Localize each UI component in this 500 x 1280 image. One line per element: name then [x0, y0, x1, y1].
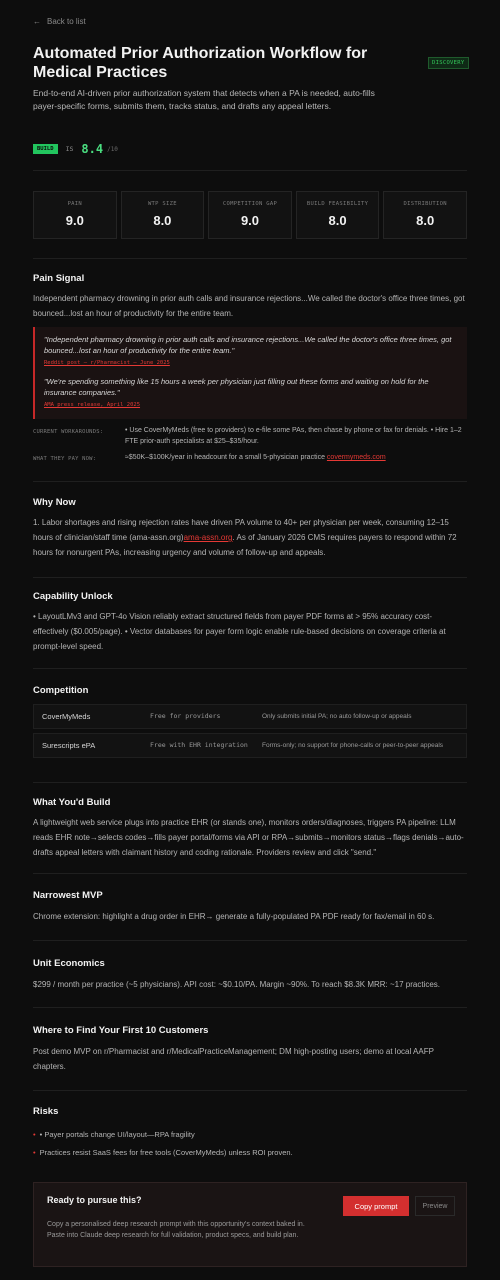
metrics-row: [33, 191, 467, 239]
divider: [33, 577, 467, 578]
pay-label: WHAT THEY PAY NOW:: [33, 456, 97, 462]
competitor-price: Free for providers: [150, 712, 221, 720]
divider: [33, 258, 467, 259]
divider: [33, 668, 467, 669]
divider: [33, 1090, 467, 1091]
competition-heading: Competition: [33, 685, 89, 696]
cta-card: [33, 1182, 467, 1267]
cta-description: Copy a personalised deep research prompt with this opportunity's context baked in. Paste into Claude deep research for full validation, product specs, and build plan.: [47, 1221, 305, 1239]
economics-heading: Unit Economics: [33, 958, 105, 969]
score-value: 8.4: [81, 142, 104, 156]
copy-prompt-button[interactable]: Copy prompt: [343, 1196, 409, 1216]
competitor-name: Surescripts ePA: [42, 741, 96, 750]
metric-label: PAIN: [67, 201, 83, 207]
build-heading: What You'd Build: [33, 797, 111, 808]
back-label: Back to list: [47, 17, 86, 26]
why-now-text: [33, 515, 467, 560]
table-row: [33, 733, 467, 758]
capability-heading: Capability Unlock: [33, 591, 113, 602]
competitor-price: Free with EHR integration: [150, 741, 248, 749]
metric-label: COMPETITION GAP: [222, 201, 278, 207]
metric-value: 8.0: [328, 213, 347, 228]
metric-pain: [33, 191, 117, 239]
metric-competition-gap: [208, 191, 292, 239]
discovery-badge: DISCOVERY: [428, 57, 469, 69]
mvp-heading: Narrowest MVP: [33, 890, 103, 901]
customers-text: Post demo MVP on r/Pharmacist and r/MedicalPracticeManagement; DM high-posting users; demo at local AAFP chapters.: [33, 1047, 434, 1071]
metric-value: 9.0: [65, 213, 84, 228]
preview-button[interactable]: Preview: [415, 1196, 455, 1216]
arrow-left-icon: ←: [33, 17, 41, 26]
competitor-name: CoverMyMeds: [42, 712, 91, 721]
overall-score: [33, 142, 118, 156]
metric-label: DISTRIBUTION: [403, 201, 447, 207]
bullet-icon: •: [33, 1148, 36, 1157]
metric-label: BUILD FEASIBILITY: [306, 201, 369, 207]
bullet-icon: •: [33, 1130, 36, 1139]
risk-text: Practices resist SaaS fees for free tools (CoverMyMeds) unless ROI proven.: [39, 1148, 293, 1157]
capability-text: • LayoutLMv3 and GPT-4o Vision reliably extract structured fields from payer PDF forms at > 95% accuracy cost-effectively ($0.005/page). • Vector databases for payer form logic enable rule-based decisions on coverage criteria at prompt-level speed.: [33, 612, 446, 651]
score-is-label: IS: [65, 145, 74, 153]
divider: [33, 170, 467, 171]
competitor-gap: Only submits initial PA; no auto follow-up or appeals: [262, 713, 412, 720]
build-badge: BUILD: [33, 144, 58, 154]
build-text: A lightweight web service plugs into practice EHR (or stands one), monitors orders/diagnoses, triggers PA pipeline: LLM reads EHR note→selects codes→fills payer portal/forms via API or RPA→submits→monitors status→flags denials→auto-drafts appeal letters with claimant history and coding rationale. Providers review and click "send.": [33, 818, 464, 857]
pay-value: [125, 452, 467, 465]
risk-text: • Payer portals change UI/layout—RPA fragility: [39, 1130, 195, 1139]
metric-value: 8.0: [153, 213, 172, 228]
pay-row: [33, 452, 467, 465]
economics-text: $299 / month per practice (~5 physicians). API cost: ~$0.10/PA. Margin ~90%. To reach $8.3K MRR: ~17 practices.: [33, 980, 441, 989]
why-now-text-b: . As of January 2026 CMS requires payers to respond within 72 hours for nonurgent PAs, increasing urgency and volume of follow-up and appeals.: [33, 533, 457, 557]
customers-heading: Where to Find Your First 10 Customers: [33, 1025, 209, 1036]
divider: [33, 481, 467, 482]
competition-table: [33, 704, 467, 762]
workarounds-row: [33, 425, 467, 447]
cta-title: Ready to pursue this?: [47, 1195, 142, 1205]
pay-source-link[interactable]: covermymeds.com: [326, 454, 386, 461]
back-link[interactable]: [33, 17, 86, 26]
mvp-text: Chrome extension: highlight a drug order in EHR→ generate a fully-populated PA PDF ready for fax/email in 60 s.: [33, 912, 435, 921]
quote-text: "We're spending something like 15 hours a week per physician just filling out these forms and waiting on hold for the insurance companies.": [44, 377, 429, 397]
pain-heading: Pain Signal: [33, 273, 85, 284]
metric-wtp-size: [121, 191, 205, 239]
risks-heading: Risks: [33, 1106, 59, 1117]
metric-value: 8.0: [416, 213, 435, 228]
quote-source-link[interactable]: AMA press release, April 2025: [44, 402, 141, 408]
pay-text: ≈$50K–$100K/year in headcount for a small 5-physician practice: [125, 454, 325, 461]
page-title: Automated Prior Authorization Workflow for Medical Practices: [33, 45, 368, 81]
metric-build-feasibility: [296, 191, 380, 239]
divider: [33, 873, 467, 874]
metric-label: WTP SIZE: [147, 201, 177, 207]
divider: [33, 1007, 467, 1008]
ama-link[interactable]: ama-assn.org: [183, 533, 233, 542]
page-description: End-to-end AI-driven prior authorization system that detects when a PA is needed, auto-fills payer-specific forms, submits them, tracks status, and drafts any appeal letters.: [33, 88, 375, 111]
divider: [33, 782, 467, 783]
why-now-heading: Why Now: [33, 497, 76, 508]
quotes-block: [33, 327, 467, 419]
workarounds-label: CURRENT WORKAROUNDS:: [33, 429, 104, 435]
workarounds-text: • Use CoverMyMeds (free to providers) to e-file some PAs, then chase by phone or fax for denials. • Hire 1–2 FTE prior-auth specialists at $25–$35/hour.: [125, 427, 462, 445]
risk-item: [33, 1130, 467, 1139]
score-denominator: /10: [107, 145, 118, 153]
metric-distribution: [383, 191, 467, 239]
metric-value: 9.0: [240, 213, 260, 228]
table-row: [33, 704, 467, 729]
quote-text: "Independent pharmacy drowning in prior auth calls and insurance rejections...We called the doctor's office three times, got bounced...lost an hour of productivity for the entire team.": [44, 335, 452, 355]
competitor-gap: Forms-only; no support for phone-calls or peer-to-peer appeals: [262, 742, 444, 749]
pain-summary: Independent pharmacy drowning in prior auth calls and insurance rejections...We called the doctor's office three times, got bounced...lost an hour of productivity for the entire team.: [33, 294, 465, 318]
risk-item: [33, 1148, 467, 1157]
divider: [33, 940, 467, 941]
why-now-text-a: 1. Labor shortages and rising rejection rates have driven PA volume to 40+ per physician per week, consuming 12–15 hours of clinician/staff time (ama-assn.org): [33, 518, 449, 542]
quote-source-link[interactable]: Reddit post – r/Pharmacist – June 2025: [44, 360, 170, 366]
